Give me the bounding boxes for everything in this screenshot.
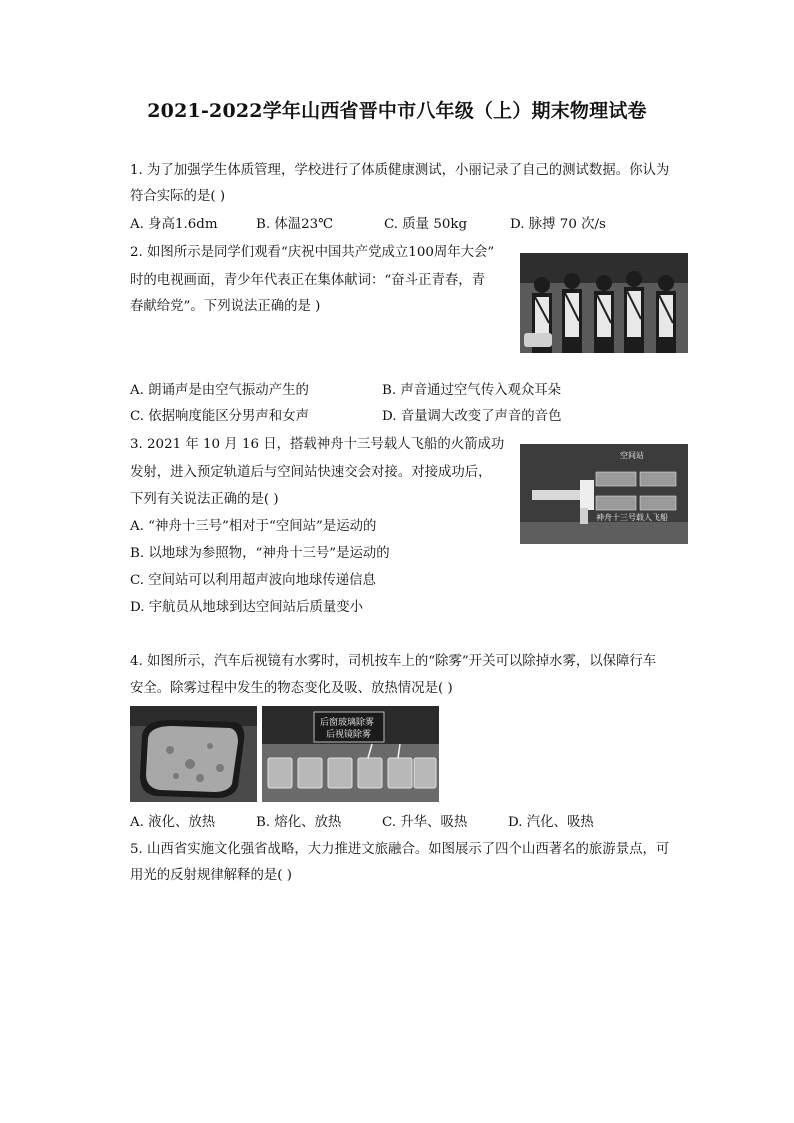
q1-option-b: B. 体温23℃: [256, 217, 334, 232]
q2-stem-line1: 2. 如图所示是同学们观看“庆祝中国共产党成立100周年大会”: [130, 245, 495, 260]
q5-stem-line1: 5. 山西省实施文化强省战略，大力推进文旅融合。如图展示了四个山西著名的旅游景点，可: [130, 842, 670, 857]
q4-photo-defog-buttons: [262, 706, 439, 802]
q3-photo-space-station: [520, 444, 688, 544]
q4-photo-label-rear-window: 后窗玻璃除雾: [320, 718, 375, 728]
q2-option-c: C. 依据响度能区分男声和女声: [130, 409, 309, 424]
q2-photo-youth-recitation: [520, 253, 688, 353]
q4-option-b: B. 熔化、放热: [256, 815, 342, 830]
q4-stem-line2: 安全。除雾过程中发生的物态变化及吸、放热情况是( ): [130, 681, 453, 696]
q4-photo-foggy-mirror: [130, 706, 257, 802]
q1-option-a: A. 身高1.6dm: [130, 217, 218, 232]
q3-option-a: A. “神舟十三号”相对于“空间站”是运动的: [130, 519, 377, 534]
q1-stem-line1: 1. 为了加强学生体质管理，学校进行了体质健康测试，小丽记录了自己的测试数据。你认为: [130, 163, 670, 178]
q1-stem-line2: 符合实际的是( ): [130, 189, 226, 204]
q5-stem-line2: 用光的反射规律解释的是( ): [130, 868, 293, 883]
q2-option-d: D. 音量调大改变了声音的音色: [382, 409, 562, 424]
q4-option-a: A. 液化、放热: [130, 815, 216, 830]
q3-stem-line1: 3. 2021 年 10 月 16 日，搭载神舟十三号载人飞船的火箭成功: [130, 437, 505, 452]
q2-option-b: B. 声音通过空气传入观众耳朵: [382, 383, 562, 398]
q2-stem-line2: 时的电视画面，青少年代表正在集体献词：“奋斗正青春，青: [130, 273, 485, 288]
q2-stem-line3: 春献给党”。下列说法正确的是 ): [130, 299, 321, 314]
q1-option-d: D. 脉搏 70 次/s: [510, 217, 606, 232]
q3-photo-label-station: 空间站: [620, 451, 644, 460]
q3-option-c: C. 空间站可以利用超声波向地球传递信息: [130, 573, 376, 588]
q4-option-d: D. 汽化、吸热: [508, 815, 594, 830]
page-title: 2021-2022学年山西省晋中市八年级（上）期末物理试卷: [147, 100, 647, 122]
q2-option-a: A. 朗诵声是由空气振动产生的: [130, 383, 309, 398]
q3-stem-line2: 发射，进入预定轨道后与空间站快速交会对接。对接成功后，: [130, 465, 492, 480]
q3-option-b: B. 以地球为参照物，“神舟十三号”是运动的: [130, 546, 390, 561]
q4-option-c: C. 升华、吸热: [382, 815, 468, 830]
q3-stem-line3: 下列有关说法正确的是( ): [130, 492, 279, 507]
q3-option-d: D. 宇航员从地球到达空间站后质量变小: [130, 600, 364, 615]
q3-photo-label-shenzhou: 神舟十三号载人飞船: [596, 513, 668, 522]
q4-stem-line1: 4. 如图所示，汽车后视镜有水雾时，司机按车上的“除雾”开关可以除掉水雾，以保障行车: [130, 654, 657, 669]
q1-option-c: C. 质量 50kg: [384, 217, 468, 232]
q4-photo-label-mirror: 后视镜除雾: [326, 730, 372, 740]
